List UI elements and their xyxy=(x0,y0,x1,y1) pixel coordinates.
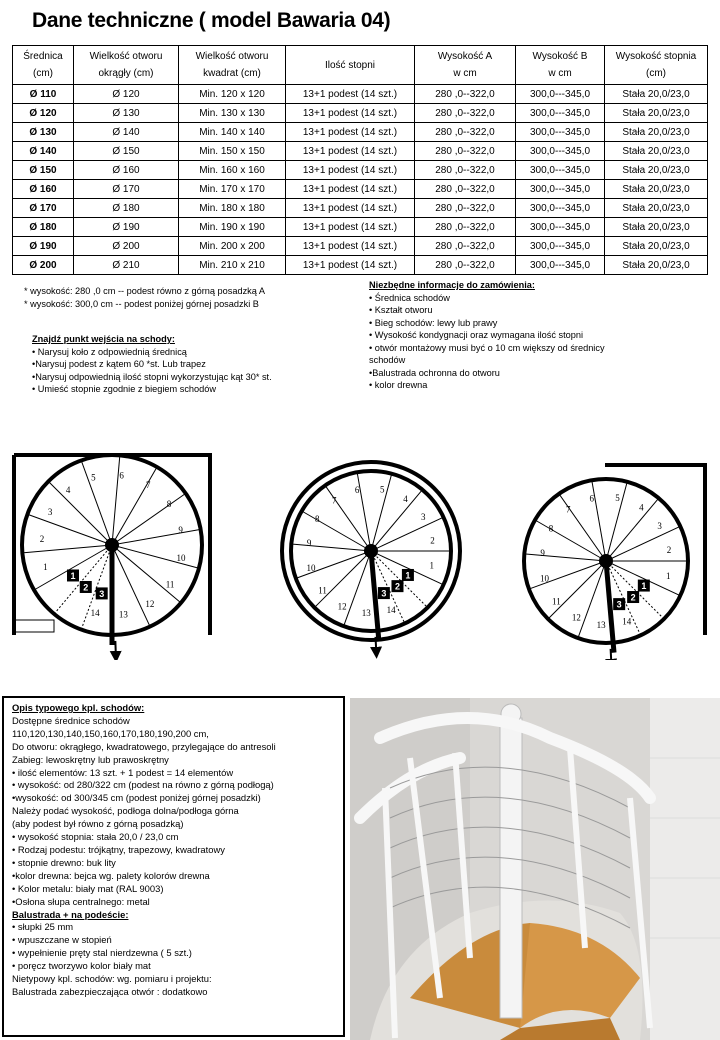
step-line xyxy=(291,544,371,551)
landing-marker-label: 1 xyxy=(641,581,647,592)
table-cell: 300,0---345,0 xyxy=(516,218,605,237)
handrail-line xyxy=(606,561,614,653)
description-line: • wysokość stopnia: stała 20,0 / 23,0 cm xyxy=(12,831,179,843)
step-line xyxy=(81,460,112,545)
step-line xyxy=(302,511,371,551)
step-line xyxy=(354,472,371,551)
table-cell: 280 ,0--322,0 xyxy=(415,123,516,142)
step-number: 14 xyxy=(622,616,632,627)
step-number: 8 xyxy=(166,499,172,510)
table-cell: Min. 140 x 140 xyxy=(179,123,286,142)
description-line: • wpuszczane w stopień xyxy=(12,934,112,946)
table-cell: 13+1 podest (14 szt.) xyxy=(286,123,415,142)
table-row xyxy=(13,218,708,237)
table-cell: 13+1 podest (14 szt.) xyxy=(286,218,415,237)
table-cell: 13+1 podest (14 szt.) xyxy=(286,180,415,199)
table-cell: Stała 20,0/23,0 xyxy=(605,123,708,142)
step-number: 9 xyxy=(178,524,183,535)
table-cell: 13+1 podest (14 szt.) xyxy=(286,161,415,180)
table-cell: Stała 20,0/23,0 xyxy=(605,85,708,104)
landing-marker-label: 2 xyxy=(630,592,636,603)
header-height-b: Wysokość B w cm xyxy=(516,46,605,85)
step-line xyxy=(22,545,112,553)
table-cell: 280 ,0--322,0 xyxy=(415,218,516,237)
table-row xyxy=(13,199,708,218)
floor-edge xyxy=(14,620,54,632)
step-line xyxy=(48,481,112,545)
step-number: 14 xyxy=(90,608,100,619)
table-cell: Min. 130 x 130 xyxy=(179,104,286,123)
table-cell: Stała 20,0/23,0 xyxy=(605,199,708,218)
list-item: • kolor drewna xyxy=(369,380,428,390)
step-number: 6 xyxy=(354,485,360,496)
step-number: 9 xyxy=(540,547,545,558)
entry-arrow xyxy=(115,641,116,657)
table-row xyxy=(13,123,708,142)
step-line xyxy=(112,545,181,603)
description-title: Opis typowego kpl. schodów: xyxy=(12,702,145,713)
table-cell: 300,0---345,0 xyxy=(516,199,605,218)
step-number: 8 xyxy=(315,514,320,525)
step-number: 10 xyxy=(539,573,549,584)
table-cell: Min. 170 x 170 xyxy=(179,180,286,199)
landing-line xyxy=(371,551,428,608)
step-number: 6 xyxy=(589,493,594,504)
step-number: 3 xyxy=(421,511,426,522)
step-number: 1 xyxy=(665,570,671,581)
landing-marker-label: 1 xyxy=(70,570,76,581)
table-cell: Ø 150 xyxy=(74,142,179,161)
list-item: • Umieść stopnie zgodnie z biegiem schodów xyxy=(32,384,216,394)
stair-diagrams xyxy=(0,430,720,660)
header-steps: Ilość stopni xyxy=(286,46,415,85)
table-cell: Min. 200 x 200 xyxy=(179,237,286,256)
entry-title: Znajdź punkt wejścia na schody: xyxy=(32,334,175,344)
height-note-b: * wysokość: 300,0 cm -- podest poniżej górnej posadzki B xyxy=(24,298,259,309)
step-line xyxy=(314,551,371,608)
description-line: Do otworu: okrągłego, kwadratowego, przylegające do antresoli xyxy=(12,740,276,752)
diagram-round-opening xyxy=(282,462,460,653)
table-cell: Ø 180 xyxy=(74,199,179,218)
list-item: • Bieg schodów: lewy lub prawy xyxy=(369,317,498,328)
table-cell: Ø 200 xyxy=(74,237,179,256)
step-line xyxy=(371,517,444,551)
table-cell: Ø 170 xyxy=(13,199,74,218)
description-line: • Kolor metalu: biały mat (RAL 9003) xyxy=(12,882,164,894)
height-note-a: * wysokość: 280 ,0 cm -- podest równo z górną posadzką A xyxy=(24,286,266,296)
table-cell: Stała 20,0/23,0 xyxy=(605,180,708,199)
table-row xyxy=(13,161,708,180)
order-info-title: Niezbędne informacje do zamówienia: xyxy=(369,280,535,290)
description-line: Zabieg: lewoskrętny lub prawoskrętny xyxy=(12,753,169,765)
list-item: •Narysuj podest z kątem 60 *st. Lub trapez xyxy=(32,359,206,369)
step-number: 9 xyxy=(306,537,312,548)
table-cell: 300,0---345,0 xyxy=(516,161,605,180)
table-cell: 280 ,0--322,0 xyxy=(415,142,516,161)
step-number: 2 xyxy=(39,534,45,545)
table-row xyxy=(13,85,708,104)
step-line xyxy=(112,455,120,545)
description-line: • słupki 25 mm xyxy=(12,921,74,933)
table-cell: 13+1 podest (14 szt.) xyxy=(286,256,415,275)
table-cell: Min. 190 x 190 xyxy=(179,218,286,237)
step-line xyxy=(112,493,186,545)
table-cell: 300,0---345,0 xyxy=(516,85,605,104)
step-line xyxy=(112,545,150,627)
table-cell: Ø 160 xyxy=(74,161,179,180)
step-number: 8 xyxy=(548,523,554,534)
table-cell: Ø 130 xyxy=(74,104,179,123)
table-cell: Ø 160 xyxy=(13,180,74,199)
table-row xyxy=(13,237,708,256)
table-cell: Min. 150 x 150 xyxy=(179,142,286,161)
table-cell: 13+1 podest (14 szt.) xyxy=(286,237,415,256)
table-cell: Ø 120 xyxy=(13,104,74,123)
heights-note xyxy=(24,285,265,310)
step-number: 12 xyxy=(571,612,581,623)
handrail-line xyxy=(371,551,379,641)
header-diameter: Średnica (cm) xyxy=(13,46,74,85)
table-row xyxy=(13,142,708,161)
table-cell: Min. 120 x 120 xyxy=(179,85,286,104)
table-cell: 13+1 podest (14 szt.) xyxy=(286,142,415,161)
table-cell: Min. 160 x 160 xyxy=(179,161,286,180)
table-cell: 280 ,0--322,0 xyxy=(415,256,516,275)
description-box xyxy=(2,696,345,1037)
header-round-opening: Wielkość otworu okrągły (cm) xyxy=(74,46,179,85)
list-item: •Narysuj odpowiednią ilość stopni wykorzystując kąt 30* st. xyxy=(32,371,272,382)
landing-line xyxy=(54,545,112,614)
table-cell: 280 ,0--322,0 xyxy=(415,237,516,256)
landing-line xyxy=(606,561,664,619)
table-cell: 300,0---345,0 xyxy=(516,180,605,199)
diagram-adjacent-mezzanine xyxy=(524,465,705,660)
step-number: 11 xyxy=(165,579,175,590)
description-line: Należy podać wysokość, podłoga dolna/podłoga górna xyxy=(12,805,239,817)
list-item: • otwór montażowy musi być o 10 cm większy od średnicy xyxy=(369,342,605,353)
list-item: • Narysuj koło z odpowiednią średnicą xyxy=(32,346,187,357)
table-cell: 13+1 podest (14 szt.) xyxy=(286,104,415,123)
step-number: 2 xyxy=(666,545,672,556)
step-number: 7 xyxy=(146,479,151,490)
step-number: 3 xyxy=(657,521,662,532)
table-cell: 300,0---345,0 xyxy=(516,104,605,123)
description-line: •Osłona słupa centralnego: metal xyxy=(12,895,150,907)
table-cell: Stała 20,0/23,0 xyxy=(605,142,708,161)
step-number: 3 xyxy=(47,506,53,517)
step-line xyxy=(524,554,606,561)
list-item: • Wysokość kondygnacji oraz wymagana ilość stopni xyxy=(369,330,584,340)
table-cell: Stała 20,0/23,0 xyxy=(605,218,708,237)
step-line xyxy=(535,520,606,561)
description-line: • wysokość: od 280/322 cm (podest na równo z górną podłogą) xyxy=(12,779,274,791)
table-cell: 300,0---345,0 xyxy=(516,256,605,275)
table-cell: Ø 140 xyxy=(13,142,74,161)
order-info-note xyxy=(369,279,605,392)
step-number: 14 xyxy=(386,605,396,616)
description-line: • poręcz tworzywo kolor biały mat xyxy=(12,960,151,972)
entry-arrow xyxy=(376,637,377,653)
description-line: 110,120,130,140,150,160,170,180,190,200 cm, xyxy=(12,727,209,739)
table-cell: Min. 210 x 210 xyxy=(179,256,286,275)
step-number: 4 xyxy=(639,502,644,513)
step-number: 10 xyxy=(306,563,316,574)
spec-table xyxy=(12,45,708,275)
landing-marker-label: 3 xyxy=(381,588,387,599)
table-cell: 300,0---345,0 xyxy=(516,142,605,161)
description-line: • stopnie drewno: buk lity xyxy=(12,856,116,868)
description-line: Balustrada zabezpieczająca otwór : dodatkowo xyxy=(12,985,208,997)
table-row xyxy=(13,104,708,123)
header-square-opening: Wielkość otworu kwadrat (cm) xyxy=(179,46,286,85)
page-title: Dane techniczne ( model Bawaria 04) xyxy=(32,9,391,32)
description-line: • Rodzaj podestu: trójkątny, trapezowy, kwadratowy xyxy=(12,843,225,855)
description-line: •wysokość: od 300/345 cm (podest poniżej górnej posadzki) xyxy=(12,792,261,804)
step-line xyxy=(112,529,201,545)
step-number: 5 xyxy=(379,484,385,495)
entry-arrow xyxy=(611,649,612,660)
step-number: 1 xyxy=(429,560,434,571)
landing-marker-label: 1 xyxy=(405,570,411,581)
step-number: 7 xyxy=(566,504,571,515)
step-number: 4 xyxy=(65,485,71,496)
table-cell: Ø 190 xyxy=(13,237,74,256)
table-cell: 13+1 podest (14 szt.) xyxy=(286,85,415,104)
table-cell: Ø 210 xyxy=(74,256,179,275)
description-line: Dostępne średnice schodów xyxy=(12,714,130,726)
table-cell: Stała 20,0/23,0 xyxy=(605,104,708,123)
step-number: 10 xyxy=(176,553,186,564)
list-item: • Średnica schodów xyxy=(369,292,450,303)
landing-marker-label: 2 xyxy=(394,581,400,592)
table-row xyxy=(13,180,708,199)
step-number: 5 xyxy=(91,472,96,483)
step-line xyxy=(592,480,606,561)
description-line: • wypełnienie pręty stal nierdzewna ( 5 szt.) xyxy=(12,947,192,959)
header-step-height: Wysokość stopnia (cm) xyxy=(605,46,708,85)
staircase-photo xyxy=(350,698,720,1040)
table-cell: Stała 20,0/23,0 xyxy=(605,256,708,275)
list-item: •Balustrada ochronna do otworu xyxy=(369,367,500,378)
step-number: 13 xyxy=(118,609,128,620)
table-cell: 13+1 podest (14 szt.) xyxy=(286,199,415,218)
step-line xyxy=(606,526,680,561)
step-number: 4 xyxy=(403,494,408,505)
table-cell: Ø 140 xyxy=(74,123,179,142)
table-cell: Ø 170 xyxy=(74,180,179,199)
table-cell: 280 ,0--322,0 xyxy=(415,85,516,104)
table-header-row xyxy=(13,46,708,85)
list-item: schodów xyxy=(369,355,406,365)
landing-marker-label: 3 xyxy=(99,588,105,599)
step-number: 2 xyxy=(430,535,435,546)
table-cell: 300,0---345,0 xyxy=(516,123,605,142)
table-cell: 280 ,0--322,0 xyxy=(415,180,516,199)
step-line xyxy=(548,561,606,619)
table-cell: 280 ,0--322,0 xyxy=(415,104,516,123)
table-cell: Min. 180 x 180 xyxy=(179,199,286,218)
step-number: 12 xyxy=(145,599,155,610)
balustrade-title: Balustrada + na podeście: xyxy=(12,908,129,920)
description-line: •kolor drewna: bejca wg. palety kolorów drewna xyxy=(12,869,210,881)
table-cell: Ø 190 xyxy=(74,218,179,237)
step-line xyxy=(112,545,199,568)
step-number: 11 xyxy=(552,596,561,607)
step-number: 11 xyxy=(318,585,327,596)
table-cell: Ø 150 xyxy=(13,161,74,180)
table-cell: Ø 120 xyxy=(74,85,179,104)
table-cell: Ø 200 xyxy=(13,256,74,275)
landing-marker-label: 3 xyxy=(616,599,622,610)
table-cell: Ø 130 xyxy=(13,123,74,142)
table-cell: 300,0---345,0 xyxy=(516,237,605,256)
table-cell: Stała 20,0/23,0 xyxy=(605,237,708,256)
diagram-square-opening xyxy=(14,455,210,657)
list-item: • Kształt otworu xyxy=(369,305,433,315)
header-height-a: Wysokość A w cm xyxy=(415,46,516,85)
step-number: 1 xyxy=(43,562,48,573)
description-line: (aby podest był równo z górną posadzką) xyxy=(12,818,184,830)
table-cell: Stała 20,0/23,0 xyxy=(605,161,708,180)
description-line: Nietypowy kpl. schodów: wg. pomiaru i projektu: xyxy=(12,973,212,985)
table-cell: 280 ,0--322,0 xyxy=(415,199,516,218)
step-number: 12 xyxy=(337,601,347,612)
step-number: 5 xyxy=(615,493,620,504)
step-number: 6 xyxy=(119,470,124,481)
table-cell: Ø 110 xyxy=(13,85,74,104)
landing-marker-label: 2 xyxy=(83,582,89,593)
table-row xyxy=(13,256,708,275)
step-number: 13 xyxy=(361,608,371,619)
step-number: 7 xyxy=(331,495,337,506)
table-cell: 280 ,0--322,0 xyxy=(415,161,516,180)
description-line: • ilość elementów: 13 szt. + 1 podest = 14 elementów xyxy=(12,766,234,778)
step-number: 13 xyxy=(596,619,606,630)
table-cell: Ø 180 xyxy=(13,218,74,237)
entry-point-note xyxy=(32,333,272,396)
